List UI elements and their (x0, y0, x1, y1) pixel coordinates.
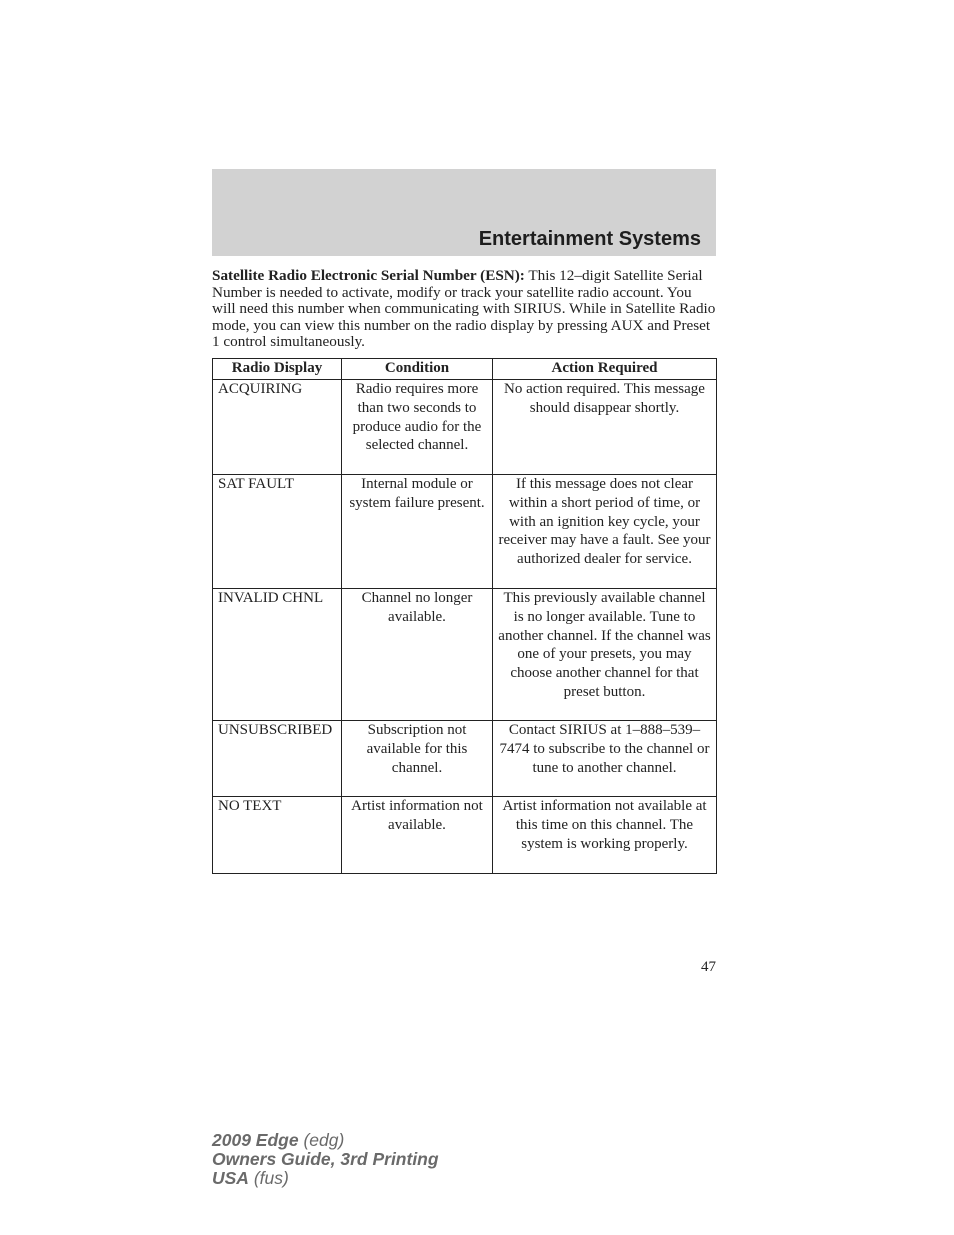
radio-display-cell: ACQUIRING (213, 380, 342, 475)
action-cell: Contact SIRIUS at 1–888–539–7474 to subscribe to the channel or tune to another channel. (493, 721, 717, 797)
page-number: 47 (701, 959, 716, 975)
footer-market-line (212, 1169, 439, 1188)
footer-imprint (212, 1131, 439, 1188)
radio-display-cell: SAT FAULT (213, 475, 342, 589)
esn-intro-paragraph (212, 268, 718, 351)
footer-model-code: (edg) (303, 1130, 345, 1150)
table-row (213, 380, 717, 475)
condition-cell: Radio requires more than two seconds to produce audio for the selected channel. (342, 380, 493, 475)
condition-cell: Internal module or system failure present. (342, 475, 493, 589)
table-row (213, 797, 717, 874)
footer-model: 2009 Edge (212, 1130, 299, 1150)
esn-body: This 12–digit Satellite Serial Number is needed to activate, modify or track your satellite radio account. You will need this number when communicating with SIRIUS. While in Satellite Radio mode, you can view this number on the radio display by pressing AUX and Preset 1 control simultaneously. (212, 267, 716, 351)
section-title: Entertainment Systems (478, 228, 701, 250)
esn-lead: Satellite Radio Electronic Serial Number (ESN): (212, 267, 525, 284)
action-cell: This previously available channel is no longer available. Tune to another channel. If the channel was one of your presets, you may choose another channel for that preset button. (493, 589, 717, 721)
condition-cell: Artist information not available. (342, 797, 493, 874)
table-row (213, 475, 717, 589)
radio-display-cell: INVALID CHNL (213, 589, 342, 721)
action-cell: No action required. This message should disappear shortly. (493, 380, 717, 475)
footer-market-code: (fus) (253, 1168, 289, 1188)
condition-cell: Subscription not available for this channel. (342, 721, 493, 797)
table-row (213, 589, 717, 721)
header-action-required: Action Required (493, 359, 717, 380)
table-header-row (213, 359, 717, 380)
radio-display-table (212, 358, 717, 874)
radio-display-cell: UNSUBSCRIBED (213, 721, 342, 797)
radio-display-cell: NO TEXT (213, 797, 342, 874)
footer-guide: Owners Guide, 3rd Printing (212, 1149, 439, 1169)
header-condition: Condition (342, 359, 493, 380)
footer-market: USA (212, 1168, 249, 1188)
section-header-band (212, 169, 716, 256)
header-radio-display: Radio Display (213, 359, 342, 380)
action-cell: Artist information not available at this time on this channel. The system is working properly. (493, 797, 717, 874)
action-cell: If this message does not clear within a short period of time, or with an ignition key cycle, your receiver may have a fault. See your authorized dealer for service. (493, 475, 717, 589)
condition-cell: Channel no longer available. (342, 589, 493, 721)
table-row (213, 721, 717, 797)
footer-model-line (212, 1131, 439, 1150)
